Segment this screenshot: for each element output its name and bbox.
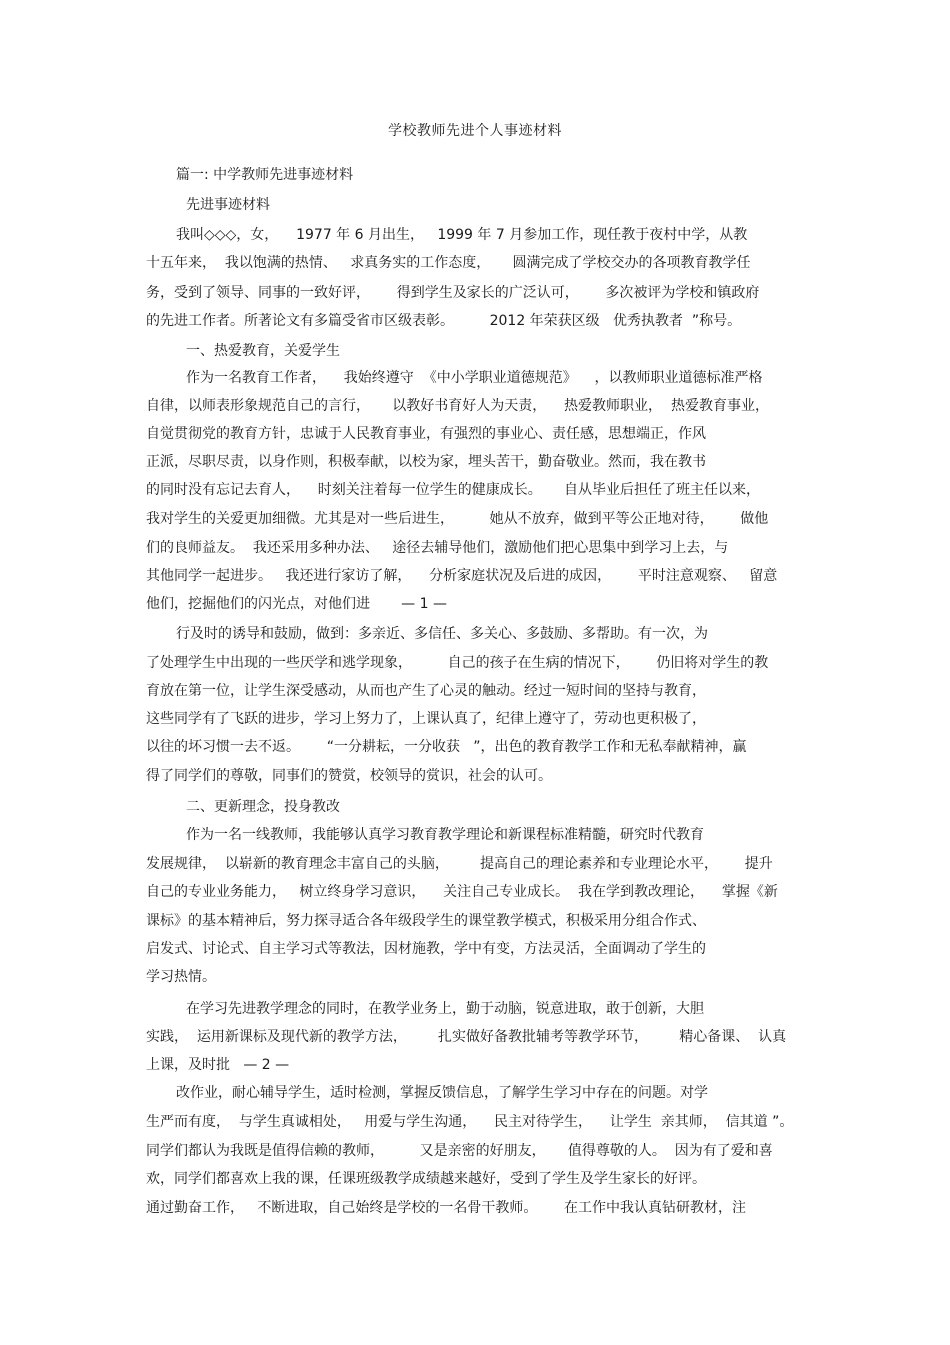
paragraph-line: 们的良师益友。 我还采用多种办法、 途径去辅导他们，激励他们把心思集中到学习上去，与: [146, 540, 729, 556]
paragraph-line: 课标》的基本精神后，努力探寻适合各年级段学生的课堂教学模式，积极采用分组合作式、: [146, 913, 706, 929]
paragraph-line: 以往的坏习惯一去不返。 “一分耕耘，一分收获 ”，出色的教育教学工作和无私奉献精神，赢: [146, 739, 747, 755]
paragraph-line: 的先进工作者。所著论文有多篇受省市区级表彰。 2012 年荣获区级 优秀执教者 ”称号。: [146, 313, 742, 329]
paragraph-line: 学习热情。: [146, 969, 216, 985]
paragraph-line: 实践， 运用新课标及现代新的教学方法， 扎实做好备教批辅考等教学环节， 精心备课、 认真: [146, 1029, 787, 1045]
paragraph-line-page-footer: 他们，挖掘他们的闪光点，对他们进 — 1 —: [146, 596, 447, 612]
paragraph-line: 正派，尽职尽责，以身作则，积极奉献，以校为家，埋头苦干，勤奋敬业。然而，我在教书: [146, 454, 706, 470]
paragraph-line: 我叫◇◇◇，女， 1977 年 6 月出生， 1999 年 7 月参加工作，现任教于夜村中学，从教: [176, 227, 748, 243]
document-title: 学校教师先进个人事迹材料: [388, 123, 562, 139]
paragraph-line: 我对学生的关爱更加细微。尤其是对一些后进生， 她从不放弃，做到平等公正地对待， 做他: [146, 511, 769, 527]
paragraph-line: 作为一名一线教师，我能够认真学习教育教学理论和新课程标准精髓，研究时代教育: [186, 827, 704, 843]
paragraph-line: 自己的专业业务能力， 树立终身学习意识， 关注自己专业成长。 我在学到教改理论， 掌握《新: [146, 884, 778, 900]
paragraph-line: 得了同学们的尊敬，同事们的赞赏，校领导的赏识，社会的认可。: [146, 768, 552, 784]
section-heading: 二、更新理念，投身教改: [186, 799, 340, 815]
paragraph-line: 自觉贯彻党的教育方针，忠诚于人民教育事业，有强烈的事业心、责任感，思想端正，作风: [146, 426, 706, 442]
paragraph-line: 通过勤奋工作， 不断进取，自己始终是学校的一名骨干教师。 在工作中我认真钻研教材，注: [146, 1200, 747, 1216]
paragraph-line: 了处理学生中出现的一些厌学和逃学现象， 自己的孩子在生病的情况下， 仍旧将对学生的教: [146, 655, 769, 671]
paragraph-line: 欢，同学们都喜欢上我的课，任课班级教学成绩越来越好，受到了学生及学生家长的好评。: [146, 1171, 706, 1187]
paragraph-line: 育放在第一位，让学生深受感动，从而也产生了心灵的触动。经过一短时间的坚持与教育，: [146, 683, 706, 699]
paragraph-line: 同学们都认为我既是值得信赖的教师， 又是亲密的好朋友， 值得尊敬的人。 因为有了爱和喜: [146, 1143, 773, 1159]
paragraph-line: 自律，以师表形象规范自己的言行， 以教好书育好人为天责， 热爱教师职业， 热爱教育事业，: [146, 398, 769, 414]
section-heading: 一、热爱教育，关爱学生: [186, 343, 340, 359]
paragraph-line: 的同时没有忘记去育人， 时刻关注着每一位学生的健康成长。 自从毕业后担任了班主任以来，: [146, 482, 761, 498]
paragraph-line: 十五年来， 我以饱满的热情、 求真务实的工作态度， 圆满完成了学校交办的各项教育教学任: [146, 255, 751, 271]
paragraph-line-page-footer: 上课，及时批 — 2 —: [146, 1057, 290, 1073]
paragraph-line: 行及时的诱导和鼓励，做到：多亲近、多信任、多关心、多鼓励、多帮助。有一次，为: [176, 626, 708, 642]
paragraph-line: 其他同学一起进步。 我还进行家访了解， 分析家庭状况及后进的成因， 平时注意观察、 留意: [146, 568, 778, 584]
subheading: 先进事迹材料: [186, 197, 270, 213]
paragraph-line: 改作业，耐心辅导学生，适时检测，掌握反馈信息，了解学生学习中存在的问题。对学: [176, 1085, 708, 1101]
paragraph-line: 作为一名教育工作者， 我始终遵守 《中小学职业道德规范》 ，以教师职业道德标准严格: [186, 370, 763, 386]
paragraph-line: 这些同学有了飞跃的进步，学习上努力了，上课认真了，纪律上遵守了，劳动也更积极了，: [146, 711, 706, 727]
paragraph-line: 启发式、讨论式、自主学习式等教法，因材施教，学中有变，方法灵活，全面调动了学生的: [146, 941, 706, 957]
paragraph-line: 务，受到了领导、同事的一致好评， 得到学生及家长的广泛认可， 多次被评为学校和镇政府: [146, 285, 760, 301]
paragraph-line: 发展规律， 以崭新的教育理念丰富自己的头脑， 提高自己的理论素养和专业理论水平， 提升: [146, 856, 773, 872]
paragraph-line: 在学习先进教学理念的同时，在教学业务上，勤于动脑，锐意进取，敢于创新，大胆: [186, 1001, 704, 1017]
section-heading: 篇一: 中学教师先进事迹材料: [176, 167, 354, 183]
paragraph-line: 生严而有度， 与学生真诚相处， 用爱与学生沟通， 民主对待学生， 让学生 亲其师， 信其道 ”。: [146, 1114, 794, 1130]
